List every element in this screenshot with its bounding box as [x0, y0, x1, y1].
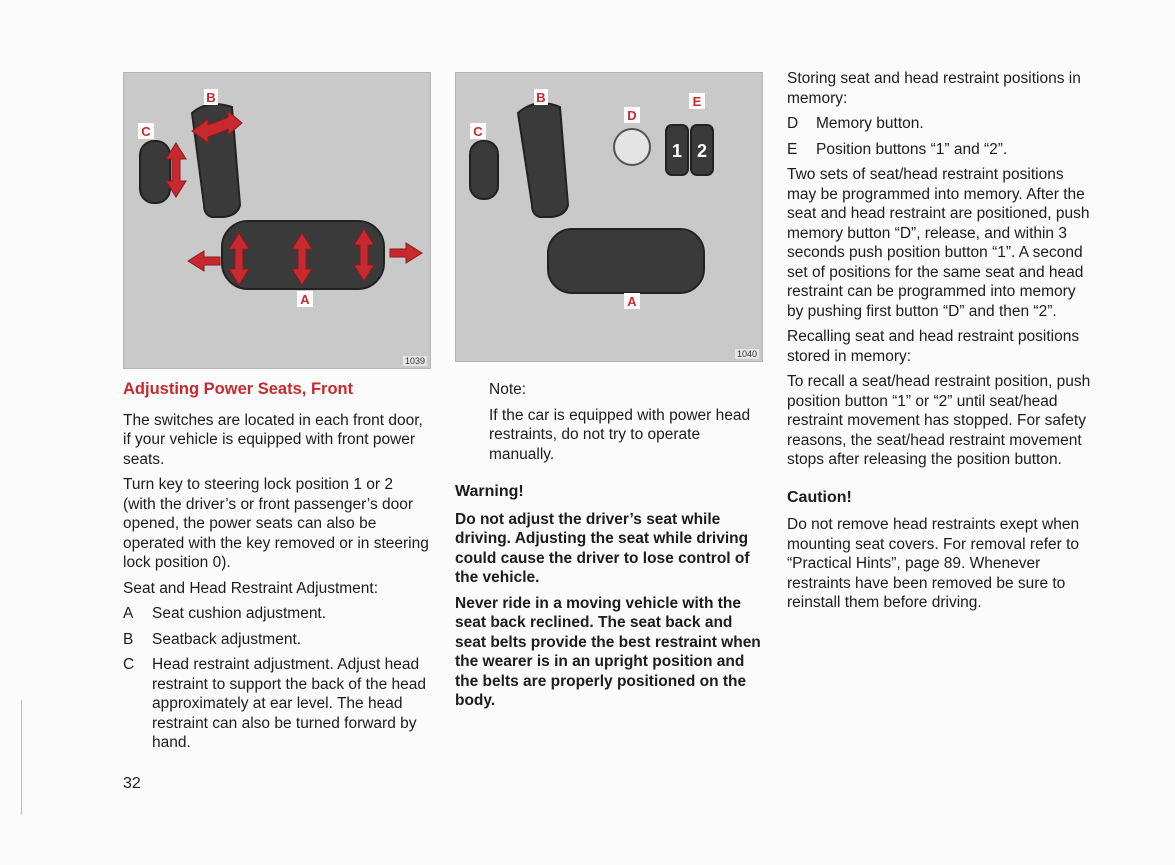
page-number: 32: [123, 775, 141, 792]
warning-paragraph: Never ride in a moving vehicle with the seat back reclined. The seat back and seat belts provide the best restraint when the wearer is in an upright position and the belts are properly positioned on the body.: [455, 594, 761, 709]
column-right: [787, 69, 1095, 619]
paragraph: Turn key to steering lock position 1 or 2 (with the driver’s or front passenger’s door opened, the power seats can also be operated with the key removed or in steering lock position 0).: [123, 476, 429, 571]
paragraph: Do not remove head restraints exept when mounting seat covers. For removal refer to “Practical Hints”, page 89. Whenever restraints have been removed be sure to reinstall them before driving.: [787, 516, 1080, 611]
figure-number: 1039: [404, 356, 425, 366]
figure-label-d: D: [627, 108, 637, 123]
paragraph: Seat and Head Restraint Adjustment:: [123, 579, 379, 597]
list-item-text: Head restraint adjustment. Adjust head restraint to support the back of the head approximately at ear level. The head restraint can also be turned forward by hand.: [152, 656, 427, 751]
paragraph: Recalling seat and head restraint positions stored in memory:: [787, 328, 1080, 365]
figure-label-b: B: [536, 90, 546, 105]
list-item: [787, 140, 1095, 160]
paragraph: The switches are located in each front door, if your vehicle is equipped with front power seats.: [123, 411, 423, 468]
warning-label: Warning!: [455, 483, 524, 500]
list-item-key: E: [787, 140, 798, 158]
figure-number: 1040: [736, 349, 757, 359]
position-button-2-label: 2: [696, 141, 708, 161]
position-button-1-label: 1: [671, 141, 683, 161]
head-restraint-switch-shape: [140, 141, 170, 203]
list-item-text: Memory button.: [816, 115, 924, 132]
column-middle: [455, 380, 765, 717]
list-item-text: Position buttons “1” and “2”.: [816, 140, 1008, 158]
caution-label: Caution!: [787, 488, 852, 506]
seatback-switch-shape: [518, 103, 568, 217]
list-item-key: C: [123, 656, 135, 673]
margin-rule: [21, 700, 22, 815]
list-item: [123, 630, 429, 650]
list-item: [123, 655, 429, 753]
warning-paragraph: Do not adjust the driver’s seat while driving. Adjusting the seat while driving could cause the driver to lose control of the vehicle.: [455, 510, 750, 586]
section-heading: Adjusting Power Seats, Front: [123, 380, 354, 398]
arrow-a-left: [188, 251, 220, 271]
list-item-text: Seatback adjustment.: [152, 630, 302, 648]
column-left: [123, 380, 429, 759]
paragraph: To recall a seat/head restraint position, push position button “1” or “2” until seat/head restraint movement has stopped. For safety reasons, the seat/head restraint movement stops after releasing the position button.: [787, 373, 1091, 468]
figure-label-e: E: [692, 94, 702, 109]
list-item: [123, 604, 429, 624]
list-item-text: Seat cushion adjustment.: [152, 605, 327, 622]
note-text: If the car is equipped with power head restraints, do not try to operate manually.: [489, 406, 751, 463]
note-label: Note:: [489, 381, 527, 398]
seat-switch-figure-1039: [123, 72, 431, 369]
list-item: [787, 114, 1095, 134]
paragraph: Two sets of seat/head restraint positions may be programmed into memory. After the seat and head restraint are positioned, push memory button “D”, release, and within 3 seconds push position button “1”. A second set of positions for the same seat and head restraint can be programmed into memory by pushing first button “D” and then “2”.: [787, 166, 1090, 320]
memory-button-shape: [614, 129, 650, 165]
list-item-key: B: [123, 630, 134, 648]
seat-memory-figure-1040: [455, 72, 763, 362]
figure-label-b: B: [206, 90, 216, 105]
list-item-key: A: [123, 605, 134, 622]
seat-cushion-switch-shape: [548, 229, 704, 293]
figure-label-a: A: [300, 292, 310, 307]
list-item-key: D: [787, 115, 799, 132]
head-restraint-switch-shape: [470, 141, 498, 199]
figure-label-c: C: [473, 124, 483, 139]
figure-label-a: A: [627, 294, 637, 309]
figure-label-c: C: [141, 124, 151, 139]
arrow-a-right: [390, 243, 422, 263]
paragraph: Storing seat and head restraint positions in memory:: [787, 70, 1081, 107]
